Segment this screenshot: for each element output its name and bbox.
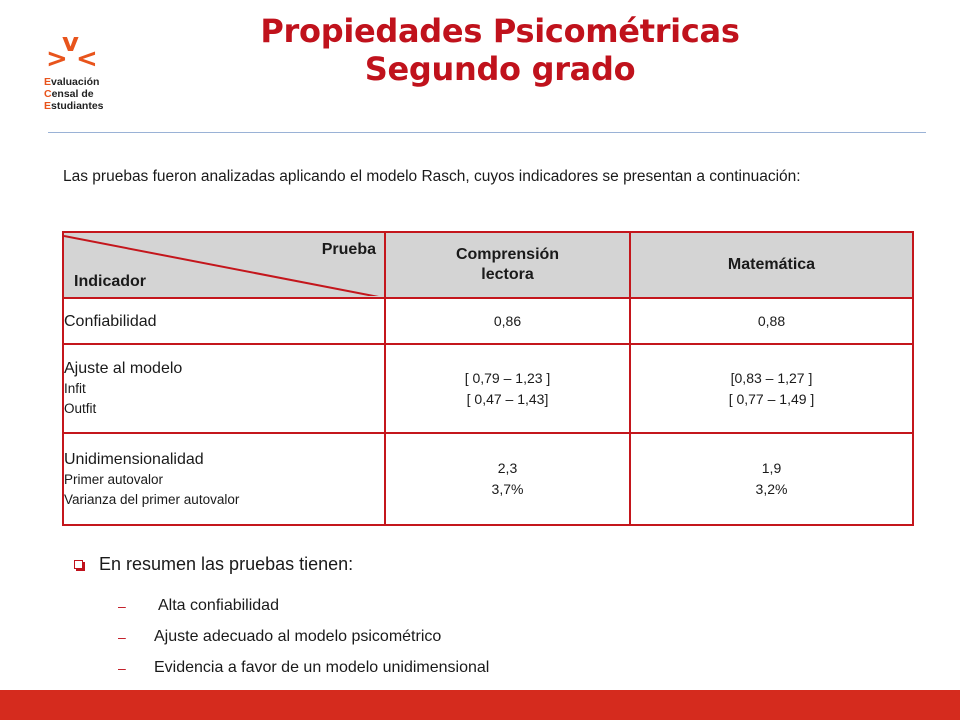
title-line-2: Segundo grado <box>364 50 636 88</box>
checkbox-bullet-icon <box>74 560 83 569</box>
corner-label-indicador: Indicador <box>74 273 147 290</box>
logo-mark-icon: v > < <box>46 28 98 74</box>
logo-text: Evaluación Censal de Estudiantes <box>44 76 104 112</box>
dash-bullet-icon: – <box>118 597 126 614</box>
column-header-matematica: Matemática <box>630 232 913 298</box>
dash-bullet-icon: – <box>118 628 126 645</box>
logo <box>44 30 124 112</box>
column-header-comprension: Comprensión lectora <box>385 232 630 298</box>
summary-list <box>118 590 489 683</box>
table-row <box>63 298 913 344</box>
intro-paragraph: Las pruebas fueron analizadas aplicando el modelo Rasch, cuyos indicadores se presentan a continuación: <box>63 168 801 185</box>
cell-value: [0,83 – 1,27 ] [ 0,77 – 1,49 ] <box>630 344 913 433</box>
corner-header-cell <box>63 232 385 298</box>
list-item: – Evidencia a favor de un modelo unidimensional <box>118 658 490 676</box>
cell-value: [ 0,79 – 1,23 ] [ 0,47 – 1,43] <box>385 344 630 433</box>
corner-label-prueba: Prueba <box>321 241 376 258</box>
list-item: – Alta confiabilidad <box>118 596 279 614</box>
row-label-confiabilidad: Confiabilidad <box>63 298 385 344</box>
row-label-unidimensionalidad: Unidimensionalidad Primer autovalor Varianza del primer autovalor <box>63 433 385 525</box>
row-label-ajuste: Ajuste al modelo Infit Outfit <box>63 344 385 433</box>
cell-value: 0,86 <box>385 298 630 344</box>
table-row <box>63 433 913 525</box>
cell-value: 2,3 3,7% <box>385 433 630 525</box>
table-row <box>63 344 913 433</box>
header-divider <box>48 132 926 133</box>
footer-bar <box>0 690 960 720</box>
cell-value: 0,88 <box>630 298 913 344</box>
page-title <box>230 12 770 88</box>
indicators-table <box>62 231 914 526</box>
summary-heading: En resumen las pruebas tienen: <box>74 554 353 575</box>
dash-bullet-icon: – <box>118 659 126 676</box>
title-line-1: Propiedades Psicométricas <box>260 12 740 50</box>
table-header-row <box>63 232 913 298</box>
list-item: – Ajuste adecuado al modelo psicométrico <box>118 627 442 645</box>
cell-value: 1,9 3,2% <box>630 433 913 525</box>
